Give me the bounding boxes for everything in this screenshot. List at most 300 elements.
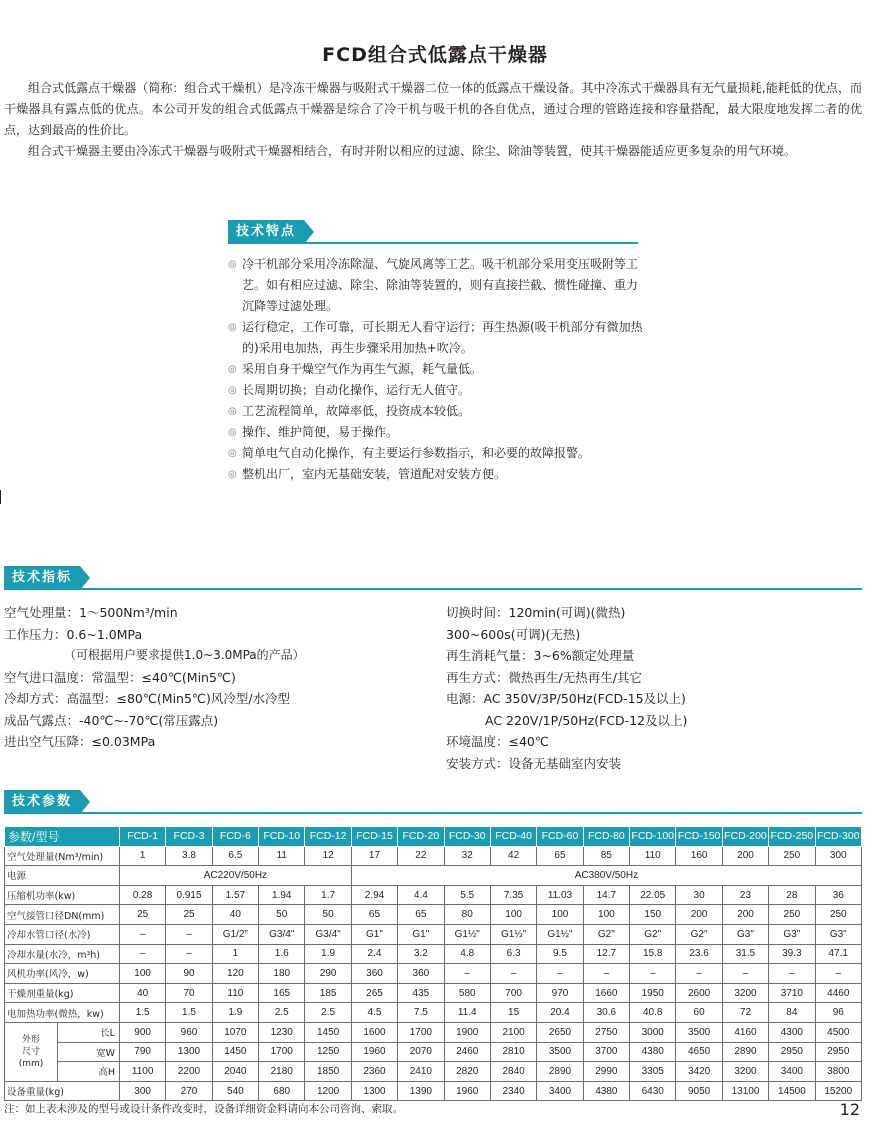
table-cell: 2840 — [490, 1062, 536, 1082]
table-cell: 1 — [119, 846, 165, 866]
table-cell: 2750 — [583, 1022, 629, 1042]
table-cell: 25 — [166, 905, 212, 925]
table-cell: 3000 — [630, 1022, 676, 1042]
table-cell: 110 — [212, 983, 258, 1003]
feature-text: 整机出厂，室内无基础安装，管道配对安装方便。 — [242, 467, 507, 481]
table-cell: 300 — [815, 846, 861, 866]
features-heading-rule — [228, 242, 638, 244]
table-cell: 1230 — [259, 1022, 305, 1042]
table-cell: 14500 — [769, 1081, 815, 1101]
row-label: 冷却水管口径(水冷) — [5, 924, 120, 944]
table-cell: 1450 — [305, 1022, 351, 1042]
table-cell: 1.9 — [305, 944, 351, 964]
header-model: FCD-20 — [398, 827, 444, 847]
table-cell: 2820 — [444, 1062, 490, 1082]
feature-text: 采用自身干燥空气作为再生气源，耗气量低。 — [242, 362, 483, 376]
table-cell: 30.6 — [583, 1003, 629, 1023]
table-cell: – — [676, 964, 722, 984]
feature-item — [228, 380, 648, 401]
table-cell: 32 — [444, 846, 490, 866]
table-cell: 28 — [769, 885, 815, 905]
table-cell: 4300 — [769, 1022, 815, 1042]
table-cell: 3.2 — [398, 944, 444, 964]
table-cell: 1300 — [166, 1042, 212, 1062]
table-cell: 1100 — [119, 1062, 165, 1082]
circle-bullet-icon: ◎ — [228, 364, 237, 375]
table-cell: – — [630, 964, 676, 984]
row-label: 电加热功率(微热，kw) — [5, 1003, 120, 1023]
table-cell: – — [815, 964, 861, 984]
table-cell: 20.4 — [537, 1003, 583, 1023]
table-cell: 11.03 — [537, 885, 583, 905]
header-model: FCD-80 — [583, 827, 629, 847]
table-cell: 2.94 — [351, 885, 397, 905]
row-label: 压缩机功率(kw) — [5, 885, 120, 905]
params-table — [4, 826, 862, 1101]
specs-left-column — [4, 602, 305, 753]
table-cell: 1.7 — [305, 885, 351, 905]
table-cell: 120 — [212, 964, 258, 984]
row-label: 干燥剂重量(kg) — [5, 983, 120, 1003]
page-number: 12 — [839, 1100, 860, 1119]
table-cell: 200 — [676, 905, 722, 925]
table-cell: 360 — [351, 964, 397, 984]
table-cell: 0.915 — [166, 885, 212, 905]
table-row — [5, 1081, 862, 1101]
feature-item — [228, 443, 648, 464]
table-cell: 96 — [815, 1003, 861, 1023]
table-cell: – — [119, 944, 165, 964]
table-cell: 2810 — [490, 1042, 536, 1062]
page-title: FCD组合式低露点干燥器 — [322, 44, 548, 66]
table-cell: G1/2" — [212, 924, 258, 944]
feature-item — [228, 401, 648, 422]
table-row — [5, 944, 862, 964]
table-cell: 2600 — [676, 983, 722, 1003]
footnote: 注：如上表未涉及的型号或设计条件改变时，设备详细资金料请向本公司咨询、索取。 — [4, 1103, 403, 1115]
table-cell: 200 — [722, 905, 768, 925]
feature-item — [228, 359, 648, 380]
table-cell: 680 — [259, 1081, 305, 1101]
table-cell: 11 — [259, 846, 305, 866]
table-cell: 39.3 — [769, 944, 815, 964]
feature-text: 运行稳定，工作可靠，可长期无人看守运行；再生热源(吸干机部分有微加热的)采用电加热，再生步骤采用加热+吹冷。 — [242, 320, 643, 355]
specs-heading-label: 技术指标 — [4, 566, 80, 590]
spec-line: 再生方式：微热再生/无热再生/其它 — [446, 669, 642, 685]
table-cell: 3800 — [815, 1062, 861, 1082]
feature-text: 工艺流程简单，故障率低，投资成本较低。 — [242, 404, 471, 418]
table-cell: – — [444, 964, 490, 984]
header-model: FCD-150 — [676, 827, 722, 847]
table-cell: 0.28 — [119, 885, 165, 905]
table-cell: – — [166, 924, 212, 944]
power-cell-380: AC380V/50Hz — [351, 866, 861, 886]
table-cell: 4.5 — [351, 1003, 397, 1023]
table-cell: 250 — [769, 846, 815, 866]
table-cell: 290 — [305, 964, 351, 984]
row-label: 风机功率(风冷，w) — [5, 964, 120, 984]
table-row — [5, 983, 862, 1003]
dims-label-line: 尺寸 — [21, 1046, 40, 1057]
feature-item — [228, 422, 648, 443]
table-cell: 36 — [815, 885, 861, 905]
table-cell: 2410 — [398, 1062, 444, 1082]
table-cell: G3" — [769, 924, 815, 944]
feature-item — [228, 317, 648, 359]
table-cell: 22.05 — [630, 885, 676, 905]
table-cell: – — [119, 924, 165, 944]
table-cell: 15 — [490, 1003, 536, 1023]
table-cell: 65 — [537, 846, 583, 866]
row-label: 设备重量(kg) — [5, 1081, 120, 1101]
params-heading-rule — [4, 812, 862, 814]
table-cell: 40.8 — [630, 1003, 676, 1023]
table-cell: 1 — [212, 944, 258, 964]
table-cell: G3/4" — [305, 924, 351, 944]
intro-paragraph-1: 组合式低露点干燥器（简称：组合式干燥机）是冷冻干燥器与吸附式干燥器二位一体的低露点干燥设备。其中冷冻式干燥器具有无气量损耗,能耗低的优点，而干燥器具有露点低的优点。本公司开发的组合式低露点干燥器是综合了冷干机与吸干机的各自优点，通过合理的管路连接和容量搭配，最大限度地发挥二者的优点，达到最高的性价比。 — [4, 81, 862, 137]
header-model: FCD-15 — [351, 827, 397, 847]
table-cell: 270 — [166, 1081, 212, 1101]
feature-text: 冷干机部分采用冷冻除湿、气旋风离等工艺。吸干机部分采用变压吸附等工艺。如有相应过滤、除尘、除油等装置的，则有直接拦截、惯性碰撞、重力沉降等过滤处理。 — [242, 257, 639, 313]
dim-label: 宽W — [57, 1042, 119, 1062]
feature-text: 操作、维护简便，易于操作。 — [242, 425, 399, 439]
table-cell: 1.5 — [166, 1003, 212, 1023]
table-cell: 2.5 — [305, 1003, 351, 1023]
table-row — [5, 885, 862, 905]
table-cell: 3400 — [769, 1062, 815, 1082]
table-cell: 250 — [815, 905, 861, 925]
table-cell: 1070 — [212, 1022, 258, 1042]
features-heading — [228, 220, 638, 244]
table-cell: 2950 — [815, 1042, 861, 1062]
table-cell: 3500 — [537, 1042, 583, 1062]
table-cell: 1660 — [583, 983, 629, 1003]
table-cell: 150 — [630, 905, 676, 925]
table-cell: 23 — [722, 885, 768, 905]
table-cell: 3.8 — [166, 846, 212, 866]
table-cell: G1½" — [490, 924, 536, 944]
specs-right-column — [446, 602, 687, 774]
intro-text — [4, 78, 862, 162]
dim-label: 长L — [57, 1022, 119, 1042]
feature-item — [228, 254, 648, 317]
spec-line: 空气处理量：1～500Nm³/min — [4, 605, 178, 620]
specs-heading — [4, 566, 862, 590]
table-cell: 1.6 — [259, 944, 305, 964]
table-cell: 110 — [630, 846, 676, 866]
table-cell: 200 — [722, 846, 768, 866]
table-cell: 12.7 — [583, 944, 629, 964]
table-row — [5, 964, 862, 984]
table-cell: 4.4 — [398, 885, 444, 905]
table-cell: 2100 — [490, 1022, 536, 1042]
table-row — [5, 866, 862, 886]
table-cell: 13100 — [722, 1081, 768, 1101]
header-model: FCD-200 — [722, 827, 768, 847]
table-row — [5, 905, 862, 925]
table-cell: 265 — [351, 983, 397, 1003]
table-cell: 7.5 — [398, 1003, 444, 1023]
table-cell: 42 — [490, 846, 536, 866]
table-cell: 100 — [537, 905, 583, 925]
table-cell: 970 — [537, 983, 583, 1003]
circle-bullet-icon: ◎ — [228, 406, 237, 417]
table-cell: 700 — [490, 983, 536, 1003]
spec-line: 300~600s(可调)(无热) — [446, 626, 581, 642]
row-label: 空气处理量(Nm³/min) — [5, 846, 120, 866]
spec-line: 冷却方式：高温型：≤80℃(Min5℃)风冷型/水冷型 — [4, 691, 291, 706]
table-cell: 2890 — [722, 1042, 768, 1062]
table-cell: 47.1 — [815, 944, 861, 964]
table-cell: 6.5 — [212, 846, 258, 866]
table-cell: 50 — [259, 905, 305, 925]
power-cell-220: AC220V/50Hz — [119, 866, 351, 886]
header-model: FCD-60 — [537, 827, 583, 847]
table-cell: 65 — [398, 905, 444, 925]
table-row — [5, 1042, 862, 1062]
table-cell: 790 — [119, 1042, 165, 1062]
circle-bullet-icon: ◎ — [228, 427, 237, 438]
table-cell: 90 — [166, 964, 212, 984]
table-cell: 2650 — [537, 1022, 583, 1042]
table-cell: 1450 — [212, 1042, 258, 1062]
table-cell: 2.5 — [259, 1003, 305, 1023]
table-cell: 3700 — [583, 1042, 629, 1062]
table-cell: G2" — [630, 924, 676, 944]
table-cell: 3400 — [537, 1081, 583, 1101]
table-cell: 2990 — [583, 1062, 629, 1082]
table-cell: G1½" — [444, 924, 490, 944]
dims-label-line: (mm) — [18, 1058, 44, 1069]
table-cell: 70 — [166, 983, 212, 1003]
spec-line: 进出空气压降：≤0.03MPa — [4, 734, 156, 749]
table-cell: 15200 — [815, 1081, 861, 1101]
table-row — [5, 846, 862, 866]
table-cell: 12 — [305, 846, 351, 866]
table-cell: 900 — [119, 1022, 165, 1042]
table-cell: 1960 — [351, 1042, 397, 1062]
table-cell: 22 — [398, 846, 444, 866]
spec-line: 工作压力：0.6~1.0MPa — [4, 626, 143, 642]
table-row — [5, 1003, 862, 1023]
table-cell: 1.5 — [119, 1003, 165, 1023]
table-cell: 250 — [769, 905, 815, 925]
table-cell: 1850 — [305, 1062, 351, 1082]
table-cell: 3500 — [676, 1022, 722, 1042]
table-cell: 60 — [676, 1003, 722, 1023]
table-cell: 40 — [119, 983, 165, 1003]
header-model: FCD-30 — [444, 827, 490, 847]
intro-paragraph-2: 组合式干燥器主要由冷冻式干燥器与吸附式干燥器相结合，有时并附以相应的过滤、除尘、除油等装置，使其干燥器能适应更多复杂的用气环境。 — [28, 144, 797, 158]
table-cell: 100 — [490, 905, 536, 925]
row-label: 冷却水量(水冷，m³h) — [5, 944, 120, 964]
feature-text: 长周期切换；自动化操作，运行无人值守。 — [242, 383, 471, 397]
table-cell: – — [537, 964, 583, 984]
table-cell: 180 — [259, 964, 305, 984]
table-cell: 2360 — [351, 1062, 397, 1082]
row-label: 空气接管口径DN(mm) — [5, 905, 120, 925]
table-cell: – — [583, 964, 629, 984]
circle-bullet-icon: ◎ — [228, 448, 237, 459]
table-cell: 1600 — [351, 1022, 397, 1042]
table-cell: 100 — [583, 905, 629, 925]
circle-bullet-icon: ◎ — [228, 385, 237, 396]
header-model: FCD-3 — [166, 827, 212, 847]
table-cell: 4.8 — [444, 944, 490, 964]
header-model: FCD-300 — [815, 827, 861, 847]
table-cell: 4650 — [676, 1042, 722, 1062]
spec-line: 成品气露点：-40℃~-70℃(常压露点) — [4, 712, 219, 728]
row-label: 电源 — [5, 866, 120, 886]
table-cell: – — [166, 944, 212, 964]
spec-line: 切换时间：120min(可调)(微热) — [446, 605, 626, 620]
spec-line: 电源：AC 350V/3P/50Hz(FCD-15及以上) — [446, 691, 686, 706]
spec-line: AC 220V/1P/50Hz(FCD-12及以上) — [485, 712, 688, 728]
table-cell: 1950 — [630, 983, 676, 1003]
table-cell: 4460 — [815, 983, 861, 1003]
specs-heading-rule — [4, 588, 862, 590]
dim-label: 高H — [57, 1062, 119, 1082]
table-cell: 1250 — [305, 1042, 351, 1062]
dims-label-line: 外形 — [21, 1034, 40, 1045]
header-model: FCD-100 — [630, 827, 676, 847]
table-cell: 2890 — [537, 1062, 583, 1082]
table-cell: – — [490, 964, 536, 984]
table-cell: 2340 — [490, 1081, 536, 1101]
table-cell: 1.94 — [259, 885, 305, 905]
params-heading-label: 技术参数 — [4, 790, 80, 814]
table-cell: G2" — [583, 924, 629, 944]
spec-line: 空气进口温度：常温型：≤40℃(Min5℃) — [4, 669, 236, 685]
table-cell: 30 — [676, 885, 722, 905]
table-header-row — [5, 827, 862, 847]
table-cell: 540 — [212, 1081, 258, 1101]
table-cell: 25 — [119, 905, 165, 925]
table-cell: 5.5 — [444, 885, 490, 905]
spec-line: 安装方式：设备无基础室内安装 — [446, 755, 622, 771]
dims-label — [5, 1022, 58, 1081]
header-model: FCD-12 — [305, 827, 351, 847]
table-cell: G3" — [815, 924, 861, 944]
table-cell: 15.8 — [630, 944, 676, 964]
table-cell: 6.3 — [490, 944, 536, 964]
table-cell: G1½" — [537, 924, 583, 944]
table-cell: 1300 — [351, 1081, 397, 1101]
table-cell: 9.5 — [537, 944, 583, 964]
table-cell: 1200 — [305, 1081, 351, 1101]
features-heading-label: 技术特点 — [228, 220, 304, 244]
table-cell: 65 — [351, 905, 397, 925]
table-cell: 9050 — [676, 1081, 722, 1101]
table-cell: 3420 — [676, 1062, 722, 1082]
table-cell: 3305 — [630, 1062, 676, 1082]
table-cell: 4160 — [722, 1022, 768, 1042]
header-model: FCD-1 — [119, 827, 165, 847]
table-cell: 3200 — [722, 983, 768, 1003]
header-param-label: 参数/型号 — [5, 827, 120, 847]
spec-line: 环境温度：≤40℃ — [446, 734, 549, 749]
table-cell: 3710 — [769, 983, 815, 1003]
table-cell: 360 — [398, 964, 444, 984]
params-heading — [4, 790, 862, 814]
circle-bullet-icon: ◎ — [228, 469, 237, 480]
table-cell: 4380 — [630, 1042, 676, 1062]
table-cell: 1.9 — [212, 1003, 258, 1023]
table-cell: 40 — [212, 905, 258, 925]
table-cell: 960 — [166, 1022, 212, 1042]
table-cell: G1" — [351, 924, 397, 944]
table-cell: 80 — [444, 905, 490, 925]
table-cell: G2" — [676, 924, 722, 944]
header-model: FCD-6 — [212, 827, 258, 847]
table-cell: 11.4 — [444, 1003, 490, 1023]
header-model: FCD-250 — [769, 827, 815, 847]
table-cell: 1960 — [444, 1081, 490, 1101]
header-model: FCD-10 — [259, 827, 305, 847]
table-row — [5, 1022, 862, 1042]
spec-line: 再生消耗气量：3~6%额定处理量 — [446, 648, 635, 663]
table-cell: 1700 — [398, 1022, 444, 1042]
table-cell: 2070 — [398, 1042, 444, 1062]
feature-text: 简单电气自动化操作，有主要运行参数指示，和必要的故障报警。 — [242, 446, 591, 460]
table-row — [5, 1062, 862, 1082]
table-cell: 72 — [722, 1003, 768, 1023]
table-cell: 2460 — [444, 1042, 490, 1062]
table-cell: 23.6 — [676, 944, 722, 964]
table-cell: 31.5 — [722, 944, 768, 964]
header-model: FCD-40 — [490, 827, 536, 847]
table-cell: 2180 — [259, 1062, 305, 1082]
feature-item — [228, 464, 648, 485]
table-cell: 1.57 — [212, 885, 258, 905]
table-cell: 2950 — [769, 1042, 815, 1062]
table-cell: 7.35 — [490, 885, 536, 905]
table-cell: 2200 — [166, 1062, 212, 1082]
table-cell: 580 — [444, 983, 490, 1003]
table-cell: 300 — [119, 1081, 165, 1101]
table-cell: 4500 — [815, 1022, 861, 1042]
table-cell: 435 — [398, 983, 444, 1003]
table-cell: 2040 — [212, 1062, 258, 1082]
table-cell: 2.4 — [351, 944, 397, 964]
table-cell: – — [769, 964, 815, 984]
table-cell: 84 — [769, 1003, 815, 1023]
table-cell: 185 — [305, 983, 351, 1003]
table-cell: 1900 — [444, 1022, 490, 1042]
spec-line: （可根据用户要求提供1.0~3.0MPa的产品） — [64, 648, 305, 662]
table-cell: 85 — [583, 846, 629, 866]
table-cell: 100 — [119, 964, 165, 984]
table-row — [5, 924, 862, 944]
margin-mark — [0, 490, 1, 504]
features-list — [228, 254, 648, 485]
circle-bullet-icon: ◎ — [228, 259, 237, 270]
table-cell: 160 — [676, 846, 722, 866]
table-cell: G3/4" — [259, 924, 305, 944]
table-cell: 14.7 — [583, 885, 629, 905]
table-cell: 4380 — [583, 1081, 629, 1101]
table-cell: G1" — [398, 924, 444, 944]
table-cell: – — [722, 964, 768, 984]
table-cell: 6430 — [630, 1081, 676, 1101]
table-cell: 165 — [259, 983, 305, 1003]
circle-bullet-icon: ◎ — [228, 322, 237, 333]
table-cell: 1390 — [398, 1081, 444, 1101]
table-cell: G3" — [722, 924, 768, 944]
table-cell: 17 — [351, 846, 397, 866]
table-cell: 1700 — [259, 1042, 305, 1062]
table-cell: 3200 — [722, 1062, 768, 1082]
